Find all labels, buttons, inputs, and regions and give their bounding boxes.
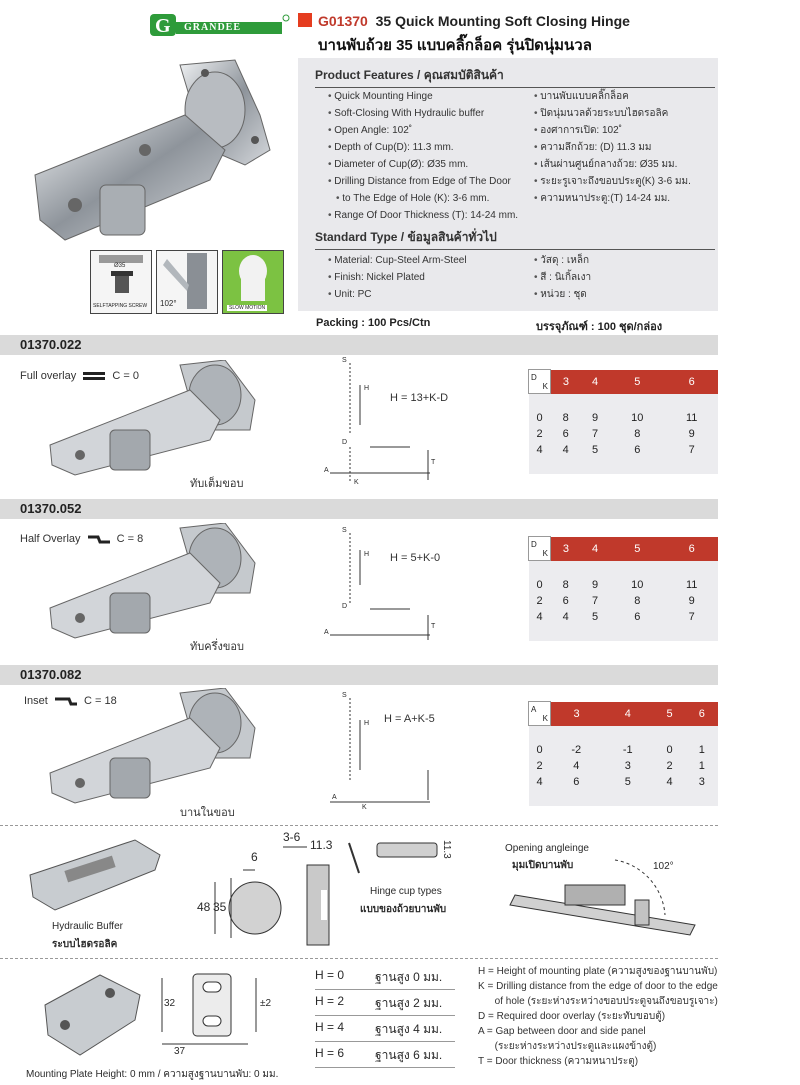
table-cell: 6 [562,594,569,607]
table-row [529,742,719,758]
dim-6-label: 6 [251,850,258,864]
feature-th-item: • บานพับแบบคลิ๊กล็อค [534,88,714,105]
table-cell: 5 [624,775,631,788]
table-col-header: 6 [665,537,718,561]
product-title-text: 35 Quick Mounting Soft Closing Hinge [375,13,630,29]
plate-height-value: H = 0 [315,968,345,982]
plate-dim-32: 32 [164,998,176,1009]
table-cell: 7 [688,610,695,623]
dim-11-3-label: 11.3 [310,838,333,852]
table-corner [529,537,551,561]
table-cell: 2 [536,594,543,607]
table-cell: 11 [686,411,698,424]
product-title-en [318,13,630,29]
code-marker [298,13,312,27]
legend-item: T = Door thickness (ความหนาประตู) [478,1056,639,1067]
variant-c-value: C = 8 [116,533,144,545]
table-cell: 0 [666,743,673,756]
feature-en-item: • Depth of Cup(D): 11.3 mm. [328,139,548,156]
variant-type-label: Full overlay [20,370,77,382]
table-cell: 2 [536,427,543,440]
feature-en-item: • Open Angle: 102˚ [328,122,548,139]
table-cell: -2 [571,743,582,756]
brand-name: GRANDEE [184,22,242,33]
features-list-en [328,88,548,224]
plate-heights-list [315,968,455,1068]
screw-icon [91,251,151,297]
abbreviation-legend [478,964,718,1069]
table-col-header: 4 [581,537,609,561]
feature-en-item: • to The Edge of Hole (K): 3-6 mm. [328,190,548,207]
plate-height-th: ฐานสูง 6 มม. [375,1048,443,1062]
table-cell: 4 [562,443,569,456]
angle-icon-box [156,250,218,314]
dim-48-label: 48 [197,900,211,914]
table-col-header: 4 [602,702,654,726]
overlay-diagram [320,690,440,815]
table-cell: 3 [698,775,705,788]
table-col-header: 5 [609,537,665,561]
variant-formula: H = 5+K-0 [390,552,441,564]
plate-height-th: ฐานสูง 2 มม. [375,996,443,1010]
product-code: G01370 [318,13,368,29]
features-list-th [534,88,714,207]
table-cell: 5 [591,443,599,456]
plate-height-row [315,994,455,1016]
legend-item: of hole (ระยะห่างระหว่างขอบประตูจนถึงขอบรูเจาะ) [478,996,718,1007]
table-cell: 7 [688,443,695,456]
table-col-header: 5 [609,370,665,394]
table-cell: 1 [698,759,705,772]
plate-dim-pm2: ±2 [260,998,272,1009]
table-corner [529,702,551,726]
table-row [529,577,719,593]
table-cell: 8 [634,594,641,607]
diag-s-label: S [342,357,347,364]
opening-label-en: Opening angleinge [505,843,589,854]
table-cell: 4 [666,775,673,788]
overlay-diagram [320,525,440,645]
plate-height-row [315,1046,455,1068]
variant-hinge-image [40,523,280,643]
diag-s-label: S [342,527,347,534]
table-cell: 6 [634,443,641,456]
mounting-plate-image [30,965,150,1060]
brand-logo [150,10,290,38]
table-cell: 9 [591,578,599,591]
table-col-header: 6 [686,702,718,726]
legend-item: K = Drilling distance from the edge of door to the edge [478,981,718,992]
main-hinge-image [20,55,280,245]
feature-en-item: • Soft-Closing With Hydraulic buffer [328,105,548,122]
table-cell: 8 [562,578,569,591]
opening-angle-label: 102° [653,861,674,872]
standard-en-item: • Material: Cup-Steel Arm-Steel [328,252,548,269]
diag-h-label: H [364,551,370,558]
table-cell: 3 [624,759,631,772]
divider [0,958,718,959]
slow-motion-icon-box [222,250,284,314]
table-row [529,426,719,442]
variant-type-label: Inset [24,695,48,707]
table-row [529,758,719,774]
table-cell: 4 [536,610,543,623]
hinge-cup-drawing [345,838,455,878]
variant-hinge-image [40,688,280,808]
table-col-header: 6 [665,370,718,394]
dimension-table [528,701,718,806]
features-panel [298,58,718,311]
diag-t-label: T [431,459,436,466]
table-cell: 9 [688,594,695,607]
variant-caption: ทับครึ่งขอบ [190,641,244,653]
dimension-table [528,536,718,641]
cup-dim-label: 11.3 [441,840,452,859]
table-row [529,609,719,625]
overlay-diagram [320,355,440,490]
table-cell: 9 [688,427,695,440]
diag-d-label: D [342,603,348,610]
legend-item: (ระยะห่างระหว่างประตูและแผงข้างตู้) [478,1041,657,1052]
table-cell: 8 [562,411,569,424]
table-cell: 5 [591,610,599,623]
variant-formula: H = 13+K-D [390,392,449,404]
slow-motion-icon [223,251,283,303]
standard-th-item: • หน่วย : ชุด [534,286,714,303]
divider [0,825,718,826]
variant-caption: บานในขอบ [180,807,235,819]
variant-code-band: 01370.052 [0,499,718,519]
diag-h-label: H [364,720,370,727]
feature-th-item: • ปิดนุ่มนวลด้วยระบบไฮดรอลิค [534,105,714,122]
corner-top: D [531,372,537,382]
feature-en-item: • Drilling Distance from Edge of The Door [328,173,548,190]
table-cell: 6 [634,610,641,623]
opening-label-th: มุมเปิดบานพับ [512,860,574,871]
legend-item: H = Height of mounting plate (ความสูงของฐานบานพับ) [478,966,718,977]
diag-t-label: T [431,623,436,630]
cup-label-en: Hinge cup types [370,886,442,897]
table-col-header: 4 [581,370,609,394]
plate-dim-37: 37 [174,1046,186,1057]
standard-en-item: • Unit: PC [328,286,548,303]
product-title-th: บานพับถ้วย 35 แบบคลิ๊กล็อค รุ่นปิดนุ่มนวล [318,37,592,54]
feature-en-item: • Range Of Door Thickness (T): 14-24 mm. [328,207,548,224]
table-cell: 4 [536,775,543,788]
table-cell: 4 [536,443,543,456]
dim-35-label: 35 [213,900,227,914]
cup-dimension-drawing [195,830,340,950]
screw-size: Ø35 [114,263,126,269]
standard-list-en [328,252,548,303]
variant-code-band: 01370.082 [0,665,718,685]
svg-text:G: G [155,15,171,37]
table-row [529,410,719,426]
standard-th-item: • วัสดุ : เหล็ก [534,252,714,269]
corner-top: D [531,539,537,549]
buffer-label-en: Hydraulic Buffer [52,921,123,932]
plate-height-caption: Mounting Plate Height: 0 mm / ความสูงฐานบานพับ: 0 มม. [26,1069,279,1080]
plate-height-row [315,1020,455,1042]
table-cell: 1 [698,743,705,756]
table-cell: 10 [631,411,644,424]
diag-s-label: S [342,692,347,699]
table-col-header: 3 [551,702,603,726]
table-cell: -1 [622,743,633,756]
hydraulic-buffer-image [25,835,165,915]
plate-height-value: H = 2 [315,994,345,1008]
table-cell: 4 [573,759,580,772]
standard-th-item: • สี : นิเกิ้ลเงา [534,269,714,286]
packing-th: บรรจุภัณฑ์ : 100 ชุด/กล่อง [536,321,663,333]
table-cell: 2 [666,759,673,772]
table-row [529,593,719,609]
screw-icon-box [90,250,152,314]
table-cell: 0 [536,411,543,424]
diag-d-label: D [342,439,348,446]
table-cell: 9 [591,411,599,424]
diag-a-label: A [324,629,329,636]
table-cell: 0 [536,578,543,591]
table-cell: 11 [686,578,698,591]
angle-label: 102° [160,299,177,308]
variant-c-value: C = 18 [83,695,117,707]
table-cell: 4 [562,610,569,623]
diag-k-label: K [354,479,359,486]
table-cell: 2 [536,759,543,772]
feature-th-item: • ความลึกถ้วย: (D) 11.3 มม [534,139,714,156]
feature-th-item: • องศาการเปิด: 102˚ [534,122,714,139]
opening-angle-drawing [505,855,705,945]
plate-height-value: H = 6 [315,1046,345,1060]
dimension-table [528,369,718,474]
table-row [529,442,719,458]
feature-th-item: • ระยะรูเจาะถึงขอบประตู(K) 3-6 มม. [534,173,714,190]
diag-a-label: A [324,467,329,474]
table-row [529,774,719,790]
standard-list-th [534,252,714,303]
table-corner [529,370,551,394]
dim-3-6-label: 3-6 [283,830,301,844]
variant-caption: ทับเต็มขอบ [190,478,244,490]
feature-en-item: • Quick Mounting Hinge [328,88,548,105]
table-cell: 8 [634,427,641,440]
table-cell: 7 [591,427,599,440]
table-col-header: 3 [551,370,581,394]
screw-label: SELFTAPPING SCREW [93,303,148,309]
table-cell: 10 [631,578,644,591]
feature-th-item: • เส้นผ่านศูนย์กลางถ้วย: Ø35 มม. [534,156,714,173]
variant-formula: H = A+K-5 [384,713,435,725]
table-cell: 7 [591,594,599,607]
legend-item: D = Required door overlay (ระยะทับขอบตู้) [478,1011,666,1022]
diag-k-label: K [362,804,367,811]
corner-right: K [542,713,548,723]
variant-hinge-image [40,360,280,480]
plate-height-value: H = 4 [315,1020,345,1034]
variant-c-value: C = 0 [112,370,139,382]
corner-right: K [542,548,548,558]
plate-height-th: ฐานสูง 0 มม. [375,970,443,984]
standard-en-item: • Finish: Nickel Plated [328,269,548,286]
cup-label-th: แบบของถ้วยบานพับ [360,904,447,915]
variant-code-band: 01370.022 [0,335,718,355]
table-cell: 0 [536,743,543,756]
buffer-label-th: ระบบไฮดรอลิค [52,939,118,950]
table-cell: 6 [573,775,580,788]
table-col-header: 3 [551,537,581,561]
corner-top: A [531,704,537,714]
diag-h-label: H [364,385,370,392]
packing-en: Packing : 100 Pcs/Ctn [316,317,431,329]
standard-heading: Standard Type / ข้อมูลสินค้าทั่วไป [315,228,715,250]
feature-th-item: • ความหนาประตู:(T) 14-24 มม. [534,190,714,207]
features-heading: Product Features / คุณสมบัติสินค้า [315,66,715,88]
feature-en-item: • Diameter of Cup(Ø): Ø35 mm. [328,156,548,173]
table-cell: 6 [562,427,569,440]
plate-height-th: ฐานสูง 4 มม. [375,1022,443,1036]
plate-dimension-drawing [158,968,278,1058]
diag-a-label: A [332,794,337,801]
corner-right: K [542,381,548,391]
variant-type-label: Half Overlay [20,533,81,545]
plate-height-row [315,968,455,990]
slow-motion-label: SLOW MOTION [229,305,266,311]
table-col-header: 5 [654,702,686,726]
legend-item: A = Gap between door and side panel [478,1026,646,1037]
